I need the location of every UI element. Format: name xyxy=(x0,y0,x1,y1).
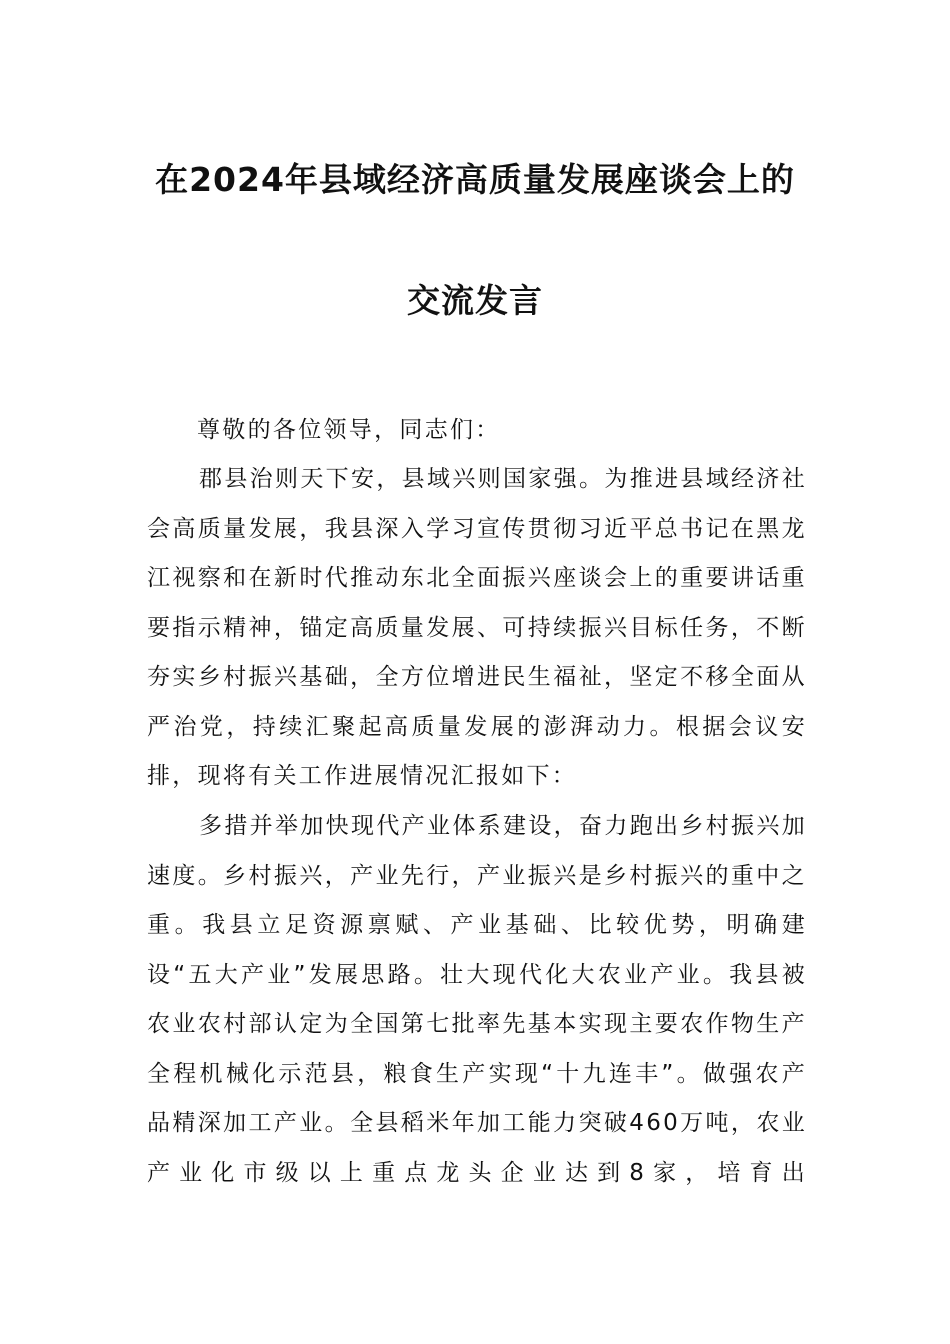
paragraph-industry: 多措并举加快现代产业体系建设，奋力跑出乡村振兴加速度。乡村振兴，产业先行，产业振兴是乡村振兴的重中之重。我县立足资源禀赋、产业基础、比较优势，明确建设“五大产业”发展思路。壮大现代化大农业产业。我县被农业农村部认定为全国第七批率先基本实现主要农作物生产全程机械化示范县，粮食生产实现“十九连丰”。做强农产品精深加工产业。全县稻米年加工能力突破460万吨，农业产业化市级以上重点龙头企业达到8家，培育出 xyxy=(147,813,807,1186)
salutation: 尊敬的各位领导，同志们： xyxy=(197,417,501,443)
document-title-line-1: 在2024年县域经济高质量发展座谈会上的 xyxy=(155,160,795,199)
paragraph-intro: 郡县治则天下安，县域兴则国家强。为推进县域经济社会高质量发展，我县深入学习宣传贯彻习近平总书记在黑龙江视察和在新时代推动东北全面振兴座谈会上的重要讲话重要指示精神，锚定高质量发展、可持续振兴目标任务，不断夯实乡村振兴基础，全方位增进民生福祉，坚定不移全面从严治党，持续汇聚起高质量发展的澎湃动力。根据会议安排，现将有关工作进展情况汇报如下： xyxy=(147,466,807,789)
document-title-line-2: 交流发言 xyxy=(407,281,543,320)
